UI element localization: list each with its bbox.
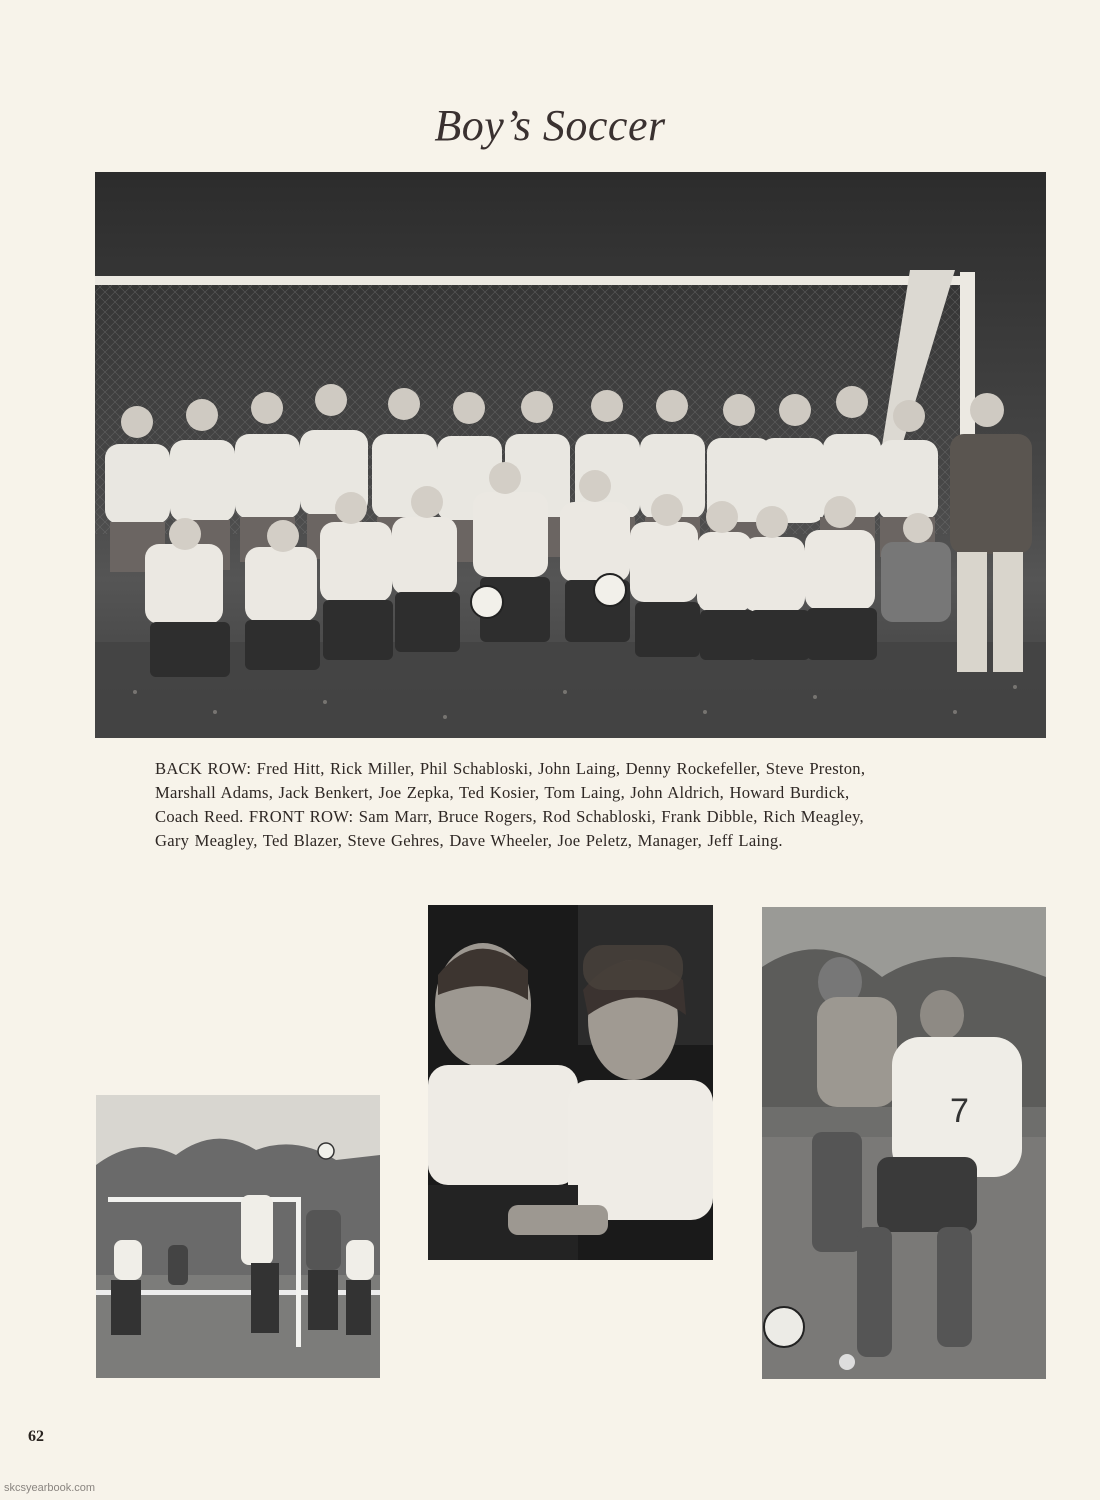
team-photo-caption [155, 757, 1005, 853]
bench-players-photo [428, 905, 713, 1260]
caption-line: BACK ROW: Fred Hitt, Rick Miller, Phil Schabloski, John Laing, Denny Rockefeller, Steve Preston, [155, 759, 866, 778]
caption-line: Gary Meagley, Ted Blazer, Steve Gehres, Dave Wheeler, Joe Peletz, Manager, Jeff Laing. [155, 831, 783, 850]
running-players-photo [762, 907, 1046, 1379]
caption-line: Marshall Adams, Jack Benkert, Joe Zepka, Ted Kosier, Tom Laing, John Aldrich, Howard Burdick, [155, 783, 850, 802]
page-title: Boy’s Soccer [434, 101, 666, 150]
site-watermark: skcsyearbook.com [4, 1482, 96, 1494]
svg-text:7: 7 [950, 1092, 969, 1130]
page-number: 62 [28, 1428, 44, 1445]
game-action-photo [96, 1095, 380, 1378]
team-photo [95, 172, 1046, 738]
caption-line: Coach Reed. FRONT ROW: Sam Marr, Bruce Rogers, Rod Schabloski, Frank Dibble, Rich Meagley, [155, 807, 864, 826]
